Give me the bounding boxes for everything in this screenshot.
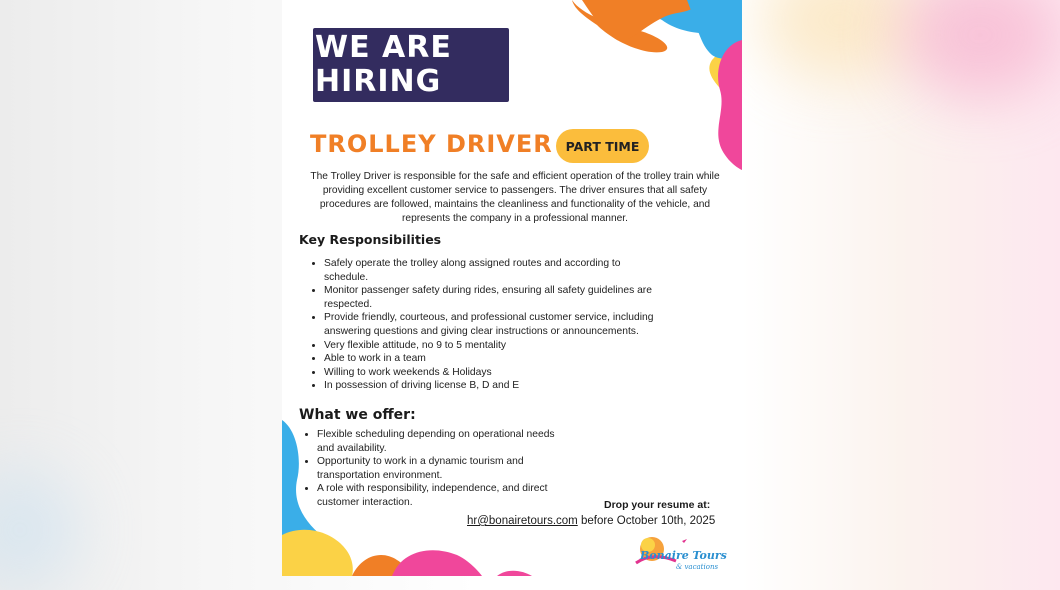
company-logo [632,533,727,573]
background-blur-blue [0,470,80,590]
background-blur-yellow [760,0,920,80]
list-item: • In possession of driving license B, D and E [324,379,654,393]
list-item: • Provide friendly, courteous, and professional customer service, including answering questions and giving clear instructions or announcements. [324,311,654,338]
list-item: • Monitor passenger safety during rides, ensuring all safety guidelines are respected. [324,284,654,311]
deadline-text: before October 10th, 2025 [580,515,716,527]
employment-type-badge: PART TIME [556,129,649,163]
offer-list [303,428,567,510]
bottom-pink-blob-2 [497,571,532,576]
list-item: • Opportunity to work in a dynamic tourism and transportation environment. [317,455,567,482]
logo-tagline: & vacations [676,563,719,571]
responsibilities-heading: Key Responsibilities [299,232,442,247]
list-item: • Safely operate the trolley along assigned routes and according to schedule. [324,257,654,284]
bottom-pink-blob [392,550,482,576]
offer-heading: What we offer: [299,407,416,423]
list-item: • Very flexible attitude, no 9 to 5 mentality [324,339,654,353]
list-item: • Flexible scheduling depending on operational needs and availability. [317,428,567,455]
apply-contact [467,515,715,527]
responsibilities-list [310,257,654,393]
apply-label: Drop your resume at: [604,499,711,511]
job-title: TROLLEY DRIVER [310,130,553,158]
list-item: • A role with responsibility, independence, and direct customer interaction. [317,482,567,509]
bottom-yellow-blob [282,530,353,576]
list-item: • Willing to work weekends & Holidays [324,366,654,380]
email-link[interactable]: hr@bonairetours.com [467,515,578,527]
hiring-headline: WE ARE HIRING [315,30,452,99]
background-blur-pink [900,0,1060,100]
job-description: The Trolley Driver is responsible for the safe and efficient operation of the trolley train while providing excellent customer service to passengers. The driver ensures that all safety procedures are followed, maintains the cleanliness and functionality of the vehicle, and represents the company in a professional manner. [310,171,720,224]
right-pink-blob [718,40,742,170]
list-item: • Able to work in a team [324,352,654,366]
job-poster [282,0,742,576]
logo-name: Bonaire Tours [640,549,727,562]
